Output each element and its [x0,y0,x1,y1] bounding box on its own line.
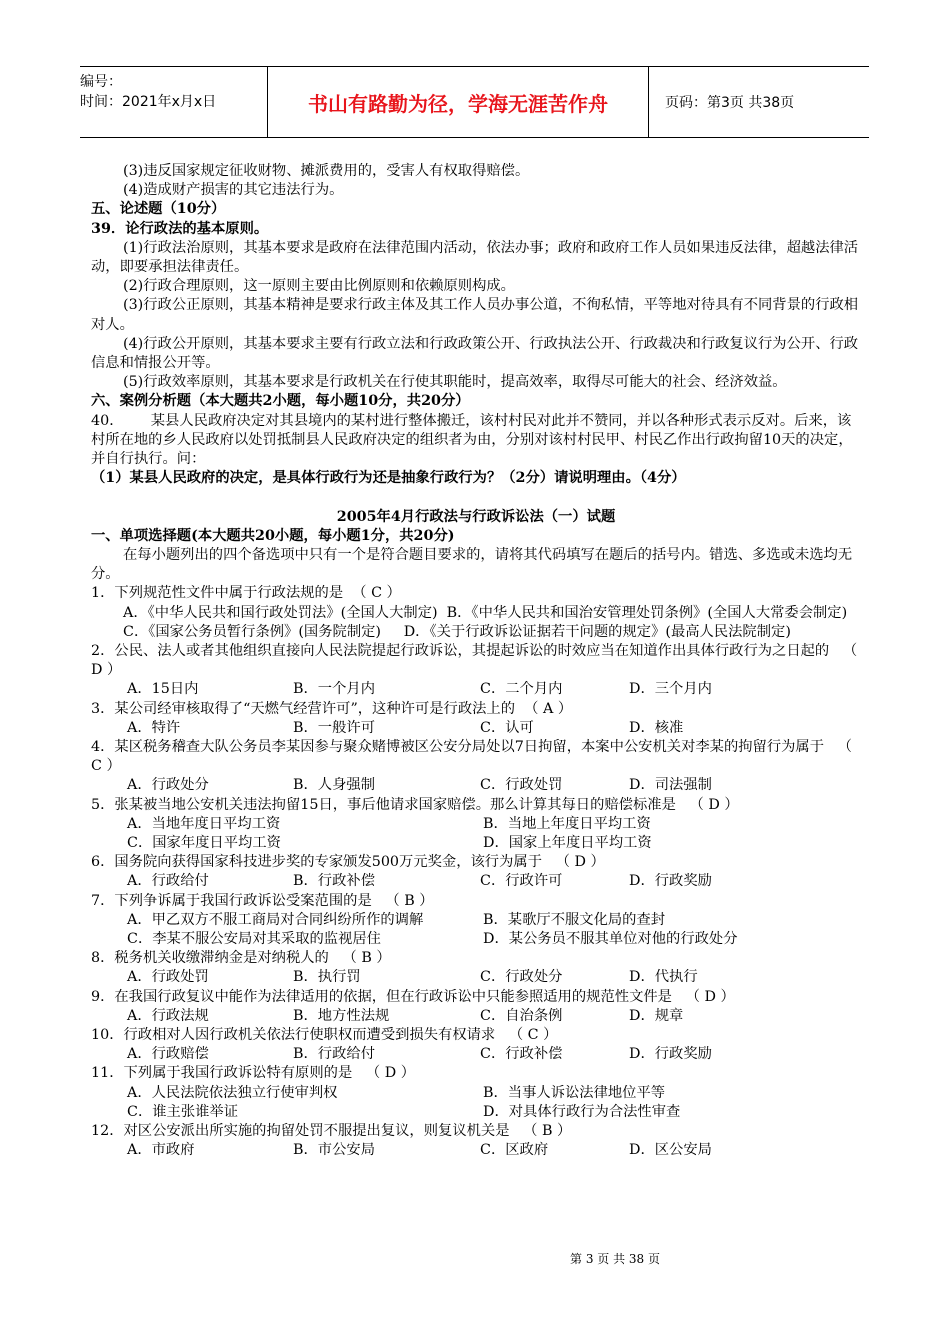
option-item: D．三个月内 [629,681,712,698]
text-line: (2)行政合理原则，这一原则主要由比例原则和依赖原则构成。 [123,278,515,295]
option-item: A．行政赔偿 [127,1046,209,1063]
text-line: 3．某公司经审核取得了“天燃气经营许可”，这种许可是行政法上的 （ A ） [91,700,573,717]
text-line: 11．下列属于我国行政诉讼特有原则的是 （ D ） [91,1065,416,1082]
text-line: 39．论行政法的基本原则。 [91,220,269,237]
text-line: C．《国家公务员暂行条例》(国务院制定) D．《关于行政诉讼证据若干问题的规定》(最高人民法院制定) [123,623,791,640]
header-date-label: 时间：2021年x月x日 [80,94,217,110]
option-item: B．一个月内 [293,681,375,698]
option-row [91,1007,861,1026]
option-row [91,719,861,738]
option-item: D．行政奖励 [629,1046,712,1063]
header-page-cell [649,67,869,137]
text-line: A．《中华人民共和国行政处罚法》(全国人大制定) B．《中华人民共和国治安管理处罚条例》(全国人大常委会制定) [123,604,848,621]
option-item: B．一般许可 [293,719,375,736]
option-item: A．15日内 [127,681,199,698]
text-line: (4)造成财产损害的其它违法行为。 [123,182,344,199]
option-item: B．执行罚 [293,969,361,986]
option-item: A．行政法规 [127,1007,209,1024]
option-item: D．核准 [629,719,684,736]
option-item: C．行政处罚 [480,777,563,794]
option-item: A．人民法院依法独立行使审判权 [127,1084,338,1101]
text-line: (5)行政效率原则，其基本要求是行政机关在行使其职能时，提高效率，取得尽可能大的社会、经济效益。 [123,374,787,391]
option-row [91,968,861,987]
text-line: 5．张某被当地公安机关违法拘留15日，事后他请求国家赔偿。那么计算其每日的赔偿标准是 （ D ） [91,796,739,813]
option-item: A．市政府 [127,1142,195,1159]
header-motto-cell [268,67,649,137]
option-item: B．人身强制 [293,777,375,794]
option-item: C．李某不服公安局对其采取的监视居住 [127,931,381,948]
option-item: D．国家上年度日平均工资 [483,835,652,852]
option-item: A．当地年度日平均工资 [127,815,281,832]
option-item: C．谁主张谁举证 [127,1103,239,1120]
page-header [80,66,869,138]
option-item: B．某歌厅不服文化局的查封 [483,911,666,928]
option-item: B．当事人诉讼法律地位平等 [483,1084,666,1101]
option-item: B．当地上年度日平均工资 [483,815,651,832]
option-item: D．某公务员不服其单位对他的行政处分 [483,931,738,948]
option-item: C．行政许可 [480,873,563,890]
page-footer [0,1250,950,1267]
header-motto: 书山有路勤为径，学海无涯苦作舟 [308,91,608,116]
option-item: B．地方性法规 [293,1007,390,1024]
option-item: C．行政补偿 [480,1046,563,1063]
text-line: （1）某县人民政府的决定，是具体行政行为还是抽象行政行为？（2分）请说明理由。（4分） [91,470,686,487]
header-number-label: 编号： [80,74,122,90]
document-body [91,162,861,1160]
header-page-label: 页码：第3页 共38页 [665,95,795,111]
option-row [91,1045,861,1064]
text-line: 1．下列规范性文件中属于行政法规的是 （ C ） [91,585,401,602]
text-line: (3)行政公正原则，其基本精神是要求行政主体及其工作人员办事公道，不徇私情，平等地对待具有不同背景的行政相对人。 [91,297,859,333]
text-line: 7．下列争诉属于我国行政诉讼受案范围的是 （ B ） [91,892,434,909]
option-row [91,776,861,795]
option-item: C．国家年度日平均工资 [127,835,281,852]
option-item: A．行政处分 [127,777,209,794]
text-line: 9．在我国行政复议中能作为法律适用的依据，但在行政诉讼中只能参照适用的规范性文件是 （ D ） [91,988,735,1005]
text-line: 4．某区税务稽查大队公务员李某因参与聚众赌博被区公安分局处以7日拘留，本案中公安机关对李某的拘留行为属于 （ C ） [91,739,857,775]
footer-page-number: 第 3 页 共 38 页 [570,1252,660,1266]
option-item: B．行政给付 [293,1046,375,1063]
option-item: C．二个月内 [480,681,563,698]
text-line: 8．税务机关收缴滞纳金是对纳税人的 （ B ） [91,950,391,967]
text-line: 12．对区公安派出所实施的拘留处罚不服提出复议，则复议机关是 （ B ） [91,1122,572,1139]
text-line: 2．公民、法人或者其他组织直接向人民法院提起行政诉讼，其提起诉讼的时效应当在知道作出具体行政行为之日起的 （ D ） [91,643,862,679]
text-line: 40． 某县人民政府决定对其县境内的某村进行整体搬迁，该村村民对此并不赞同，并以各种形式表示反对。后来，该村所在地的乡人民政府以处罚抵制县人民政府决定的组织者为由，分别对该村村民甲、村民乙作出行政拘留10天的决定，并自行执行。问： [91,412,853,468]
option-item: D．代执行 [629,969,698,986]
text-line: 2005年4月行政法与行政诉讼法（一）试题 [336,508,616,525]
option-item: B．行政补偿 [293,873,375,890]
text-line: 六、案例分析题（本大题共2小题，每小题10分，共20分） [91,393,470,410]
option-item: D．区公安局 [629,1142,712,1159]
option-row [91,1103,861,1122]
option-row [91,930,861,949]
text-line: 6．国务院向获得国家科技进步奖的专家颁发500万元奖金，该行为属于 （ D ） [91,854,605,871]
option-item: C．自治条例 [480,1007,563,1024]
option-row [91,911,861,930]
header-info [80,67,268,137]
option-row [91,815,861,834]
option-row [91,1141,861,1160]
text-line: (4)行政公开原则，其基本要求主要有行政立法和行政政策公开、行政执法公开、行政裁决和行政复议行为公开、行政信息和情报公开等。 [91,335,859,372]
option-item: B．市公安局 [293,1142,375,1159]
option-item: D．行政奖励 [629,873,712,890]
text-line: 一、单项选择题(本大题共20小题，每小题1分，共20分) [91,527,455,544]
option-row [91,680,861,699]
text-line: 五、论述题（10分） [91,201,226,218]
text-line: (1)行政法治原则，其基本要求是政府在法律范围内活动，依法办事；政府和政府工作人员如果违反法律，超越法律活动，即要承担法律责任。 [91,239,859,276]
option-row [91,834,861,853]
text-line: 在每小题列出的四个备选项中只有一个是符合题目要求的，请将其代码填写在题后的括号内。错选、多选或未选均无分。 [91,547,853,583]
option-row [91,872,861,891]
option-item: D．对具体行政行为合法性审查 [483,1103,681,1120]
option-item: A．行政处罚 [127,969,209,986]
option-item: D．规章 [629,1007,684,1024]
option-item: C．认可 [480,719,534,736]
option-item: A．甲乙双方不服工商局对合同纠纷所作的调解 [127,911,424,928]
option-item: C．区政府 [480,1142,549,1159]
option-item: A．行政给付 [127,873,209,890]
text-line: (3)违反国家规定征收财物、摊派费用的，受害人有权取得赔偿。 [123,163,530,179]
option-item: A．特许 [127,719,181,736]
text-line: 10．行政相对人因行政机关依法行使职权而遭受到损失有权请求 （ C ） [91,1026,558,1043]
option-item: D．司法强制 [629,777,712,794]
option-row [91,1084,861,1103]
option-item: C．行政处分 [480,969,563,986]
text-line [91,488,861,507]
